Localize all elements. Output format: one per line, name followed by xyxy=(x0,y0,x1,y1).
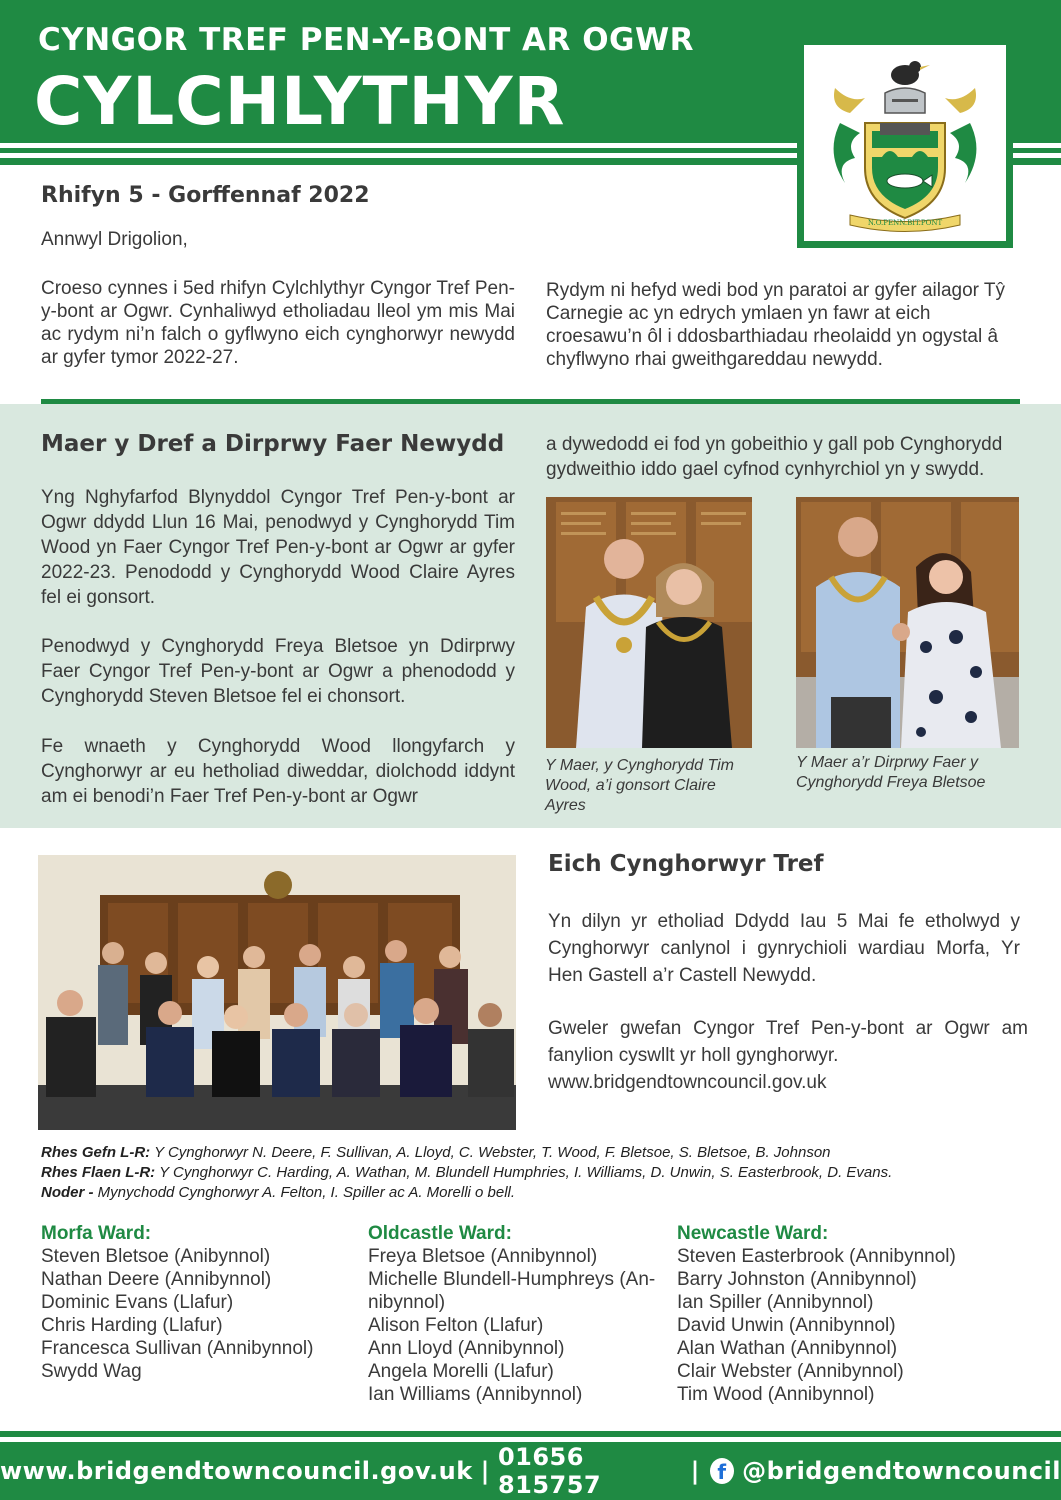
list-item: Swydd Wag xyxy=(41,1361,142,1382)
council-name: CYNGOR TREF PEN-Y-BONT AR OGWR xyxy=(38,22,695,58)
list-item: Dominic Evans (Llafur) xyxy=(41,1292,234,1313)
mayor-paragraph-2: Penodwyd y Cynghorydd Freya Bletsoe yn Ddirprwy Faer Cyngor Tref Pen-y-bont ar Ogwr a phenododd y Cynghorydd Steven Bletsoe fel ei chonsort. xyxy=(41,636,515,707)
greeting: Annwyl Drigolion, xyxy=(41,229,188,250)
list-item: Clair Webster (Annibynnol) xyxy=(677,1361,904,1382)
photo-credits xyxy=(41,1143,892,1203)
credits-front-row: Rhes Flaen L-R: Y Cynghorwyr C. Harding, A. Wathan, M. Blundell Humphries, I. Williams, D. Unwin, S. Easterbrook, D. Evans. xyxy=(41,1164,893,1181)
ward-oldcastle xyxy=(368,1222,655,1406)
mayor-paragraph-continued: a dywedodd ei fod yn gobeithio y gall pob Cynghorydd gydweithio iddo gael cyfnod cynhyrchiol yn y swydd. xyxy=(546,434,1003,480)
footer-contact xyxy=(0,1442,1061,1500)
coat-of-arms-icon xyxy=(820,53,990,233)
list-item: Barry Johnston (Annibynnol) xyxy=(677,1269,917,1290)
footer-stripe xyxy=(0,1431,1061,1437)
mayor-consort-photo xyxy=(546,497,752,748)
intro-left-paragraph: Croeso cynnes i 5ed rhifyn Cylchlythyr Cyngor Tref Pen-y-bont ar Ogwr. Cynhaliwyd etholiadau lleol ym mis Mai ac rydym ni’n falch o gyflwyno eich cynghorwyr newydd ar gyfer tymor 2022-27. xyxy=(41,278,515,368)
svg-text:N.O.PENN.BIT.PONT: N.O.PENN.BIT.PONT xyxy=(867,219,943,227)
list-item: Alison Felton (Llafur) xyxy=(368,1315,544,1336)
ward-morfa xyxy=(41,1222,313,1383)
credits-back-row: Rhes Gefn L-R: Y Cynghorwyr N. Deere, F. Sullivan, A. Lloyd, C. Webster, T. Wood, F. Bletsoe, S. Bletsoe, B. Johnson xyxy=(41,1144,831,1161)
list-item: Michelle Blundell-Humphreys (An- xyxy=(368,1269,656,1290)
list-item: David Unwin (Annibynnol) xyxy=(677,1315,896,1336)
issue-number: Rhifyn 5 - Gorffennaf 2022 xyxy=(41,183,370,208)
councillors-paragraph-1: Yn dilyn yr etholiad Ddydd Iau 5 Mai fe etholwyd y Cynghorwyr canlynol i gynrychioli wardiau Morfa, Yr Hen Gastell a’r Castell Newydd. xyxy=(548,911,1020,986)
list-item: Tim Wood (Annibynnol) xyxy=(677,1384,875,1405)
list-item: Nathan Deere (Annibynnol) xyxy=(41,1269,272,1290)
councillors-website-link[interactable]: www.bridgendtowncouncil.gov.uk xyxy=(548,1072,827,1093)
crest-logo xyxy=(804,45,1006,241)
footer-separator: | xyxy=(690,1457,700,1485)
crest-frame xyxy=(797,38,1013,248)
mayor-consort-caption: Y Maer, y Cynghorydd Tim Wood, a’i gonsort Claire Ayres xyxy=(545,757,734,814)
ward-newcastle xyxy=(677,1222,956,1406)
list-item: Ann Lloyd (Annibynnol) xyxy=(368,1338,565,1359)
footer-separator: | xyxy=(480,1457,490,1485)
list-item: Ian Williams (Annibynnol) xyxy=(368,1384,583,1405)
list-item: Francesca Sullivan (Annibynnol) xyxy=(41,1338,314,1359)
footer-social-handle[interactable]: @bridgendtowncouncil xyxy=(742,1457,1061,1485)
councillors-section-heading: Eich Cynghorwyr Tref xyxy=(548,851,824,877)
list-item: Ian Spiller (Annibynnol) xyxy=(677,1292,874,1313)
ward-title: Newcastle Ward: xyxy=(677,1223,829,1244)
ward-title: Oldcastle Ward: xyxy=(368,1223,512,1244)
mayor-paragraph-1: Yng Nghyfarfod Blynyddol Cyngor Tref Pen-y-bont ar Ogwr ddydd Llun 16 Mai, penodwyd y Cynghorydd Tim Wood yn Faer Cyngor Tref Pen-y-bont ar Ogwr ar gyfer 2022-23. Penododd y Cynghorydd Wood Claire Ayres fel ei gonsort. xyxy=(41,487,515,608)
mayor-section-heading: Maer y Dref a Dirprwy Faer Newydd xyxy=(41,431,505,457)
councillors-group-photo xyxy=(38,855,516,1130)
intro-right-paragraph: Rydym ni hefyd wedi bod yn paratoi ar gyfer ailagor Tŷ Carnegie ac yn edrych ymlaen yn fawr at eich croesawu’n ôl i ddosbarthiadau rheolaidd yn ogystal â chyflwyno rhai gweithgareddau newydd. xyxy=(546,280,1006,370)
footer-website-link[interactable]: www.bridgendtowncouncil.gov.uk xyxy=(0,1457,473,1485)
list-item: Freya Bletsoe (Annibynnol) xyxy=(368,1246,598,1267)
list-item: Steven Easterbrook (Annibynnol) xyxy=(677,1246,956,1267)
mayor-paragraph-3: Fe wnaeth y Cynghorydd Wood llongyfarch y Cynghorwyr ar eu hetholiad diweddar, diolchodd iddynt am ei benodi’n Faer Tref Pen-y-bont ar Ogwr xyxy=(41,736,515,807)
facebook-icon: f xyxy=(710,1458,734,1484)
list-item: nibynnol) xyxy=(368,1292,446,1313)
list-item: Steven Bletsoe (Anibynnol) xyxy=(41,1246,271,1267)
councillors-paragraph-2: Gweler gwefan Cyngor Tref Pen-y-bont ar Ogwr am fanylion cyswllt yr holl gynghorwyr. xyxy=(548,1018,1028,1066)
footer-phone[interactable]: 01656 815757 xyxy=(497,1443,602,1499)
list-item: Angela Morelli (Llafur) xyxy=(368,1361,554,1382)
newsletter-title: CYLCHLYTHYR xyxy=(34,63,566,140)
mayor-deputy-photo xyxy=(796,497,1019,748)
list-item: Chris Harding (Llafur) xyxy=(41,1315,223,1336)
mayor-deputy-caption: Y Maer a’r Dirprwy Faer y Cynghorydd Freya Bletsoe xyxy=(796,754,986,791)
credits-note: Noder - Mynychodd Cynghorwyr A. Felton, I. Spiller ac A. Morelli o bell. xyxy=(41,1184,516,1201)
ward-title: Morfa Ward: xyxy=(41,1223,152,1244)
list-item: Alan Wathan (Annibynnol) xyxy=(677,1338,898,1359)
